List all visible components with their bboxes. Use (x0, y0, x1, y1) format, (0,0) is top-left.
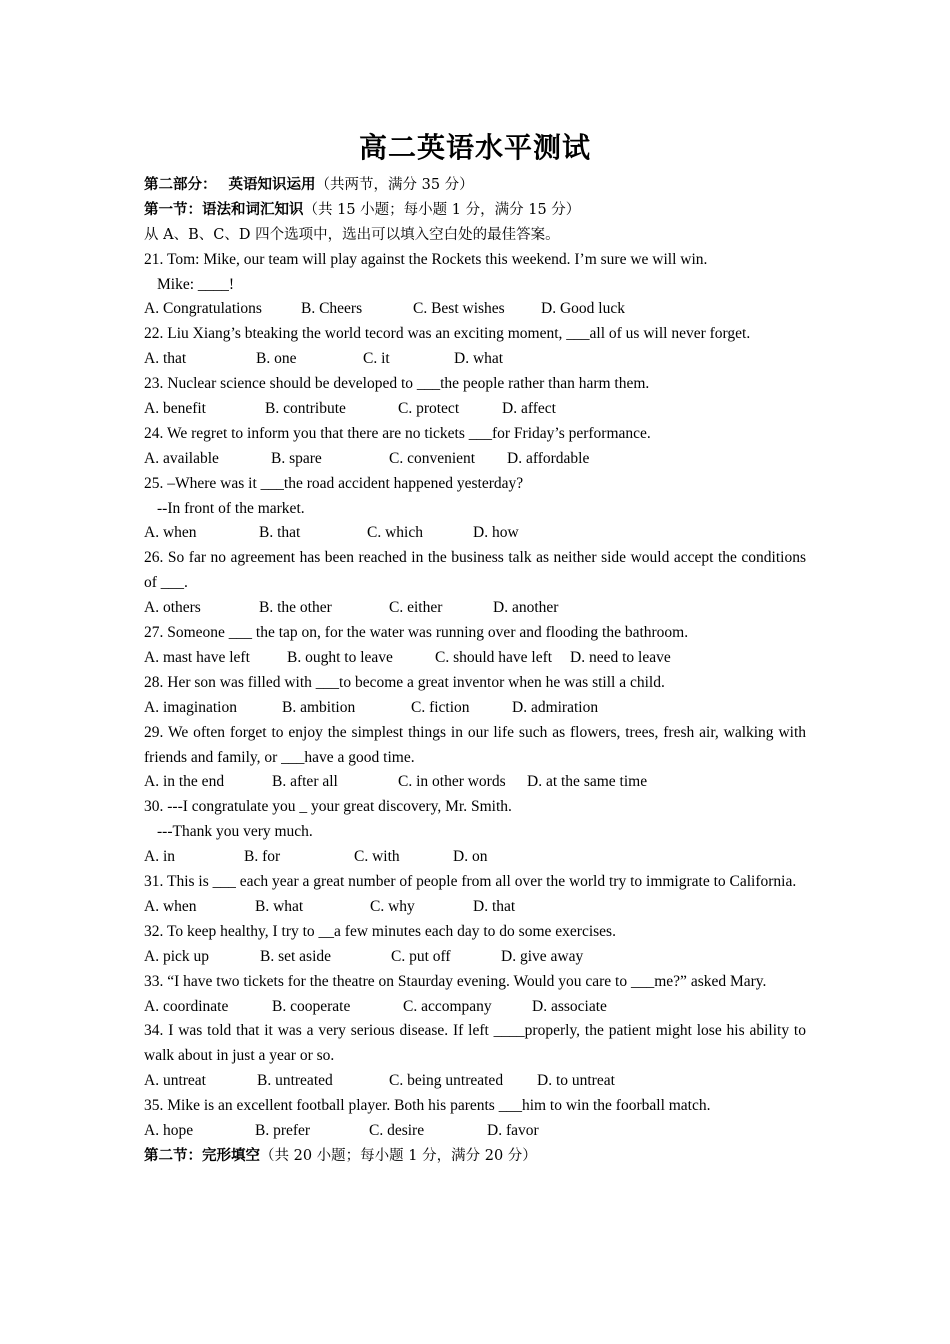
answer-option: D. give away (501, 947, 584, 965)
question-block (144, 795, 806, 870)
answer-option: D. on (453, 848, 488, 866)
answer-option: B. that (259, 524, 301, 542)
question-stem: 32. To keep healthy, I try to __a few minutes each day to do some exercises. (144, 922, 616, 940)
answer-option: A. when (144, 524, 197, 542)
question-stem: 35. Mike is an excellent football player. Both his parents ___him to win the foorball match. (144, 1097, 711, 1115)
question-stem: 31. This is ___ each year a great number of people from all over the world try to immigrate to California. (144, 873, 797, 891)
section2-note: （共 20 小题；每小题 1 分，满分 20 分） (260, 1147, 537, 1164)
answer-option: D. at the same time (527, 773, 648, 791)
answer-option: A. imagination (144, 698, 237, 716)
question-reply: Mike: ____! (157, 275, 235, 293)
answer-option: A. hope (144, 1121, 194, 1139)
answer-option: A. in (144, 848, 175, 866)
option-row (144, 1069, 806, 1094)
answer-option: B. prefer (255, 1121, 311, 1139)
section-heading (144, 198, 806, 223)
answer-option: B. ambition (282, 698, 356, 716)
answer-option: A. available (144, 449, 219, 467)
answer-option: A. when (144, 897, 197, 915)
question-block (144, 621, 806, 671)
exam-content (144, 173, 806, 1169)
page-title: 高二英语水平测试 (358, 131, 591, 164)
answer-option: B. set aside (260, 947, 332, 965)
part-note: （共两节，满分 35 分） (315, 177, 474, 193)
answer-option: A. Congratulations (144, 300, 262, 318)
answer-option: D. how (473, 524, 519, 542)
part-label: 第二部分： (144, 177, 217, 193)
answer-option: D. what (454, 350, 504, 368)
option-row (144, 1119, 806, 1144)
answer-option: D. another (493, 599, 559, 617)
answer-option: B. Cheers (301, 300, 363, 318)
answer-option: D. affect (502, 400, 556, 418)
answer-option: B. ought to leave (287, 648, 393, 666)
option-row (144, 995, 806, 1020)
answer-option: D. that (473, 897, 516, 915)
option-row (144, 895, 806, 920)
question-block (144, 322, 806, 372)
answer-option: B. untreated (257, 1072, 333, 1090)
question-block (144, 920, 806, 970)
answer-option: B. contribute (265, 400, 346, 418)
answer-option: C. Best wishes (413, 300, 505, 318)
answer-option: B. what (255, 897, 304, 915)
answer-option: A. untreat (144, 1072, 206, 1090)
answer-option: C. being untreated (389, 1072, 504, 1090)
answer-option: C. either (389, 599, 443, 617)
answer-option: C. should have left (435, 648, 553, 666)
part-heading (144, 173, 806, 198)
answer-option: C. with (354, 848, 400, 866)
answer-option: B. cooperate (272, 997, 351, 1015)
question-block (144, 472, 806, 547)
answer-option: C. convenient (389, 449, 476, 467)
answer-option: C. it (363, 350, 390, 368)
question-reply: ---Thank you very much. (157, 823, 313, 841)
question-stem: 27. Someone ___ the tap on, for the water was running over and flooding the bathroom. (144, 624, 689, 642)
option-row (144, 770, 806, 795)
answer-option: D. need to leave (570, 648, 671, 666)
answer-option: C. fiction (411, 698, 470, 716)
question-block (144, 671, 806, 721)
question-stem: 29. We often forget to enjoy the simplest things in our life such as flowers, trees, fresh air, walking with friends and family, or ___have a good time. (144, 723, 806, 766)
section-instruction: 从 A、B、C、D 四个选项中，选出可以填入空白处的最佳答案。 (144, 226, 560, 243)
answer-option: B. the other (259, 599, 332, 617)
question-stem: 28. Her son was filled with ___to become a great inventor when he was still a child. (144, 673, 665, 691)
question-block (144, 546, 806, 621)
answer-option: C. why (370, 897, 415, 915)
answer-option: A. pick up (144, 947, 210, 965)
question-block (144, 1094, 806, 1144)
answer-option: C. put off (391, 947, 451, 965)
option-row (144, 646, 806, 671)
question-stem: 34. I was told that it was a very serious disease. If left ____properly, the patient might lose his ability to walk about in just a year or so. (144, 1022, 806, 1065)
answer-option: B. one (256, 350, 297, 368)
answer-option: B. for (244, 848, 281, 866)
question-stem: 24. We regret to inform you that there are no tickets ___for Friday’s performance. (144, 424, 651, 442)
question-block (144, 721, 806, 796)
option-row (144, 347, 806, 372)
answer-option: B. spare (271, 449, 322, 467)
option-row (144, 521, 806, 546)
question-block (144, 422, 806, 472)
answer-option: D. Good luck (541, 300, 625, 318)
answer-option: D. associate (532, 997, 607, 1015)
question-block (144, 970, 806, 1020)
answer-option: D. affordable (507, 449, 590, 467)
question-reply: --In front of the market. (157, 499, 305, 517)
answer-option: D. favor (487, 1121, 539, 1139)
answer-option: A. that (144, 350, 187, 368)
answer-option: C. protect (398, 400, 460, 418)
question-stem: 30. ---I congratulate you _ your great discovery, Mr. Smith. (144, 798, 512, 816)
answer-option: C. desire (369, 1121, 425, 1139)
question-stem: 33. “I have two tickets for the theatre on Staurday evening. Would you care to ___me?” asked Mary. (144, 972, 767, 990)
option-row (144, 397, 806, 422)
option-row (144, 447, 806, 472)
question-stem: 22. Liu Xiang’s bteaking the world tecord was an exciting moment, ___all of us will never forget. (144, 325, 751, 343)
section-heading-2 (144, 1144, 806, 1169)
question-stem: 21. Tom: Mike, our team will play against the Rockets this weekend. I’m sure we will win. (144, 250, 708, 268)
question-stem: 26. So far no agreement has been reached in the business talk as neither side would accept the conditions of ___. (144, 549, 806, 592)
answer-option: D. admiration (512, 698, 599, 716)
answer-option: C. in other words (398, 773, 506, 791)
question-list (144, 248, 806, 1144)
answer-option: C. which (367, 524, 423, 542)
question-block (144, 372, 806, 422)
option-row (144, 696, 806, 721)
answer-option: B. after all (272, 773, 338, 791)
question-block (144, 870, 806, 920)
answer-option: C. accompany (403, 997, 492, 1015)
question-stem: 23. Nuclear science should be developed to ___the people rather than harm them. (144, 375, 650, 393)
section2-label: 第二节：完形填空 (144, 1147, 260, 1164)
answer-option: A. mast have left (144, 648, 250, 666)
section-note: （共 15 小题；每小题 1 分，满分 15 分） (303, 201, 581, 218)
option-row (144, 297, 806, 322)
question-block (144, 248, 806, 323)
question-stem: 25. –Where was it ___the road accident happened yesterday? (144, 474, 524, 492)
answer-option: A. in the end (144, 773, 225, 791)
answer-option: A. benefit (144, 400, 206, 418)
option-row (144, 845, 806, 870)
answer-option: A. coordinate (144, 997, 229, 1015)
section-label: 第一节：语法和词汇知识 (144, 201, 304, 218)
answer-option: A. others (144, 599, 201, 617)
option-row (144, 596, 806, 621)
answer-option: D. to untreat (537, 1072, 615, 1090)
option-row (144, 945, 806, 970)
part-name: 英语知识运用 (228, 177, 316, 193)
question-block (144, 1019, 806, 1094)
